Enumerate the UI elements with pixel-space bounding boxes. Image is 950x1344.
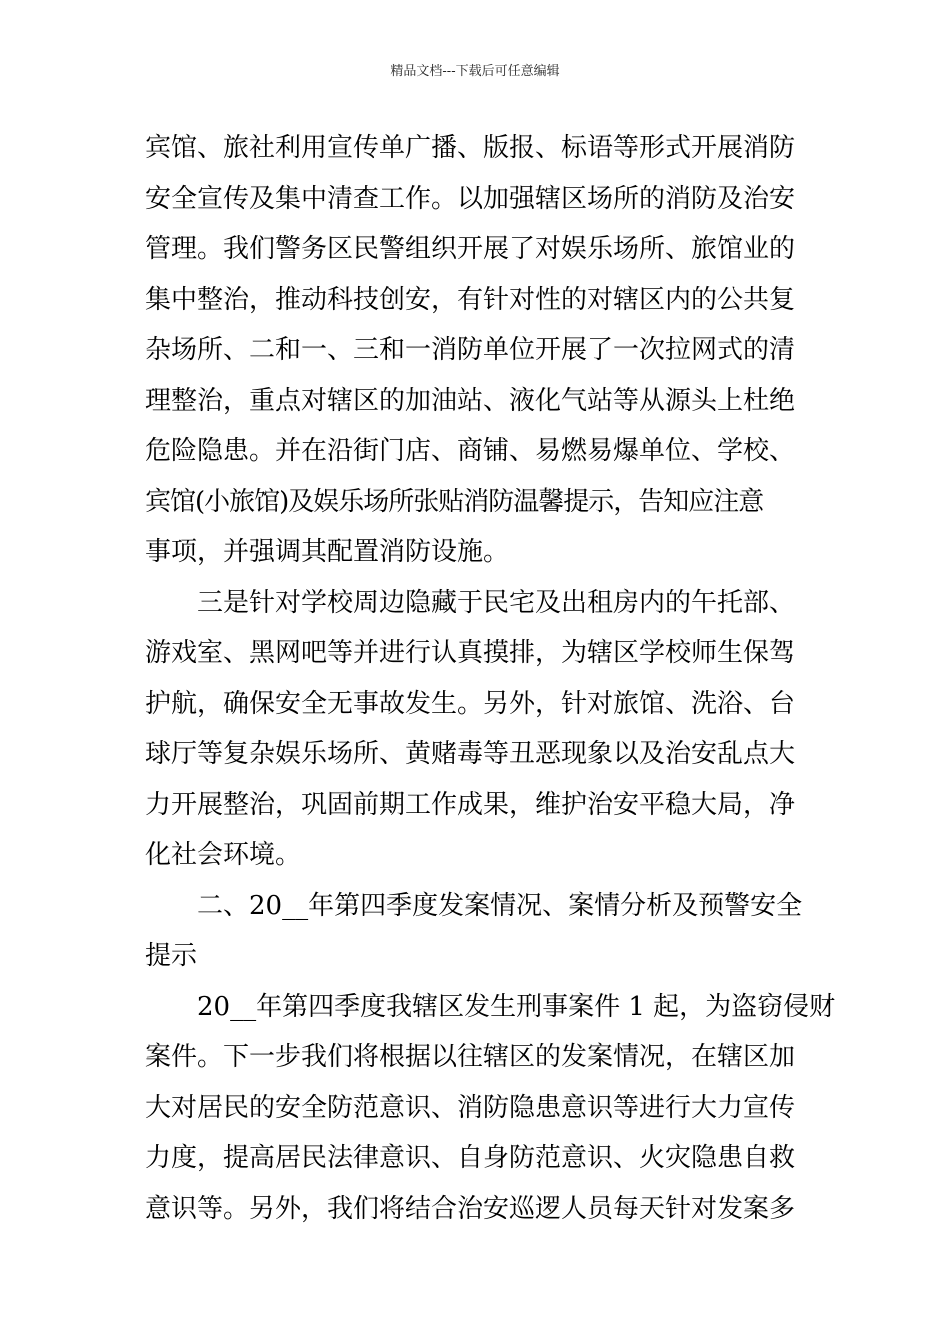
text-line: 管理。我们警务区民警组织开展了对娱乐场所、旅馆业的 bbox=[145, 234, 796, 264]
text-line: 案件。下一步我们将根据以往辖区的发案情况，在辖区加 bbox=[145, 1042, 796, 1072]
text-line: 宾馆(小旅馆)及娱乐场所张贴消防温馨提示，告知应注意 bbox=[145, 486, 764, 517]
page-header: 精品文档---下载后可任意编辑 bbox=[390, 64, 560, 79]
text-line: 宾馆、旅社利用宣传单广播、版报、标语等形式开展消防 bbox=[145, 133, 796, 163]
text-line: 大对居民的安全防范意识、消防隐患意识等进行大力宣传 bbox=[145, 1092, 796, 1123]
paragraph-first-line: 20__年第四季度我辖区发生刑事案件 1 起，为盗窃侵财 bbox=[197, 991, 836, 1022]
paragraph-first-line: 三是针对学校周边隐藏于民宅及出租房内的午托部、 bbox=[197, 587, 796, 618]
text-line: 化社会环境。 bbox=[145, 840, 302, 870]
text-line: 危险隐患。并在沿街门店、商铺、易燃易爆单位、学校、 bbox=[145, 436, 796, 466]
text-line: 游戏室、黑网吧等并进行认真摸排，为辖区学校师生保驾 bbox=[145, 638, 796, 668]
section-heading: 二、20__年第四季度发案情况、案情分析及预警安全 bbox=[197, 890, 803, 921]
document-body bbox=[145, 123, 836, 1234]
text-line: 安全宣传及集中清查工作。以加强辖区场所的消防及治安 bbox=[145, 183, 796, 214]
text-line: 集中整治，推动科技创安，有针对性的对辖区内的公共复 bbox=[145, 284, 796, 315]
text-line: 杂场所、二和一、三和一消防单位开展了一次拉网式的清 bbox=[145, 335, 796, 365]
text-line: 护航，确保安全无事故发生。另外，针对旅馆、洗浴、台 bbox=[145, 688, 796, 719]
text-line: 力开展整治，巩固前期工作成果，维护治安平稳大局，净 bbox=[145, 789, 796, 820]
text-line: 力度，提高居民法律意识、自身防范意识、火灾隐患自救 bbox=[145, 1143, 796, 1173]
text-line: 事项，并强调其配置消防设施。 bbox=[145, 537, 510, 567]
text-line: 理整治，重点对辖区的加油站、液化气站等从源头上杜绝 bbox=[145, 385, 796, 416]
section-heading-continued: 提示 bbox=[145, 941, 198, 971]
text-line: 意识等。另外，我们将结合治安巡逻人员每天针对发案多 bbox=[145, 1193, 796, 1224]
text-line: 球厅等复杂娱乐场所、黄赌毒等丑恶现象以及治安乱点大 bbox=[145, 739, 796, 769]
